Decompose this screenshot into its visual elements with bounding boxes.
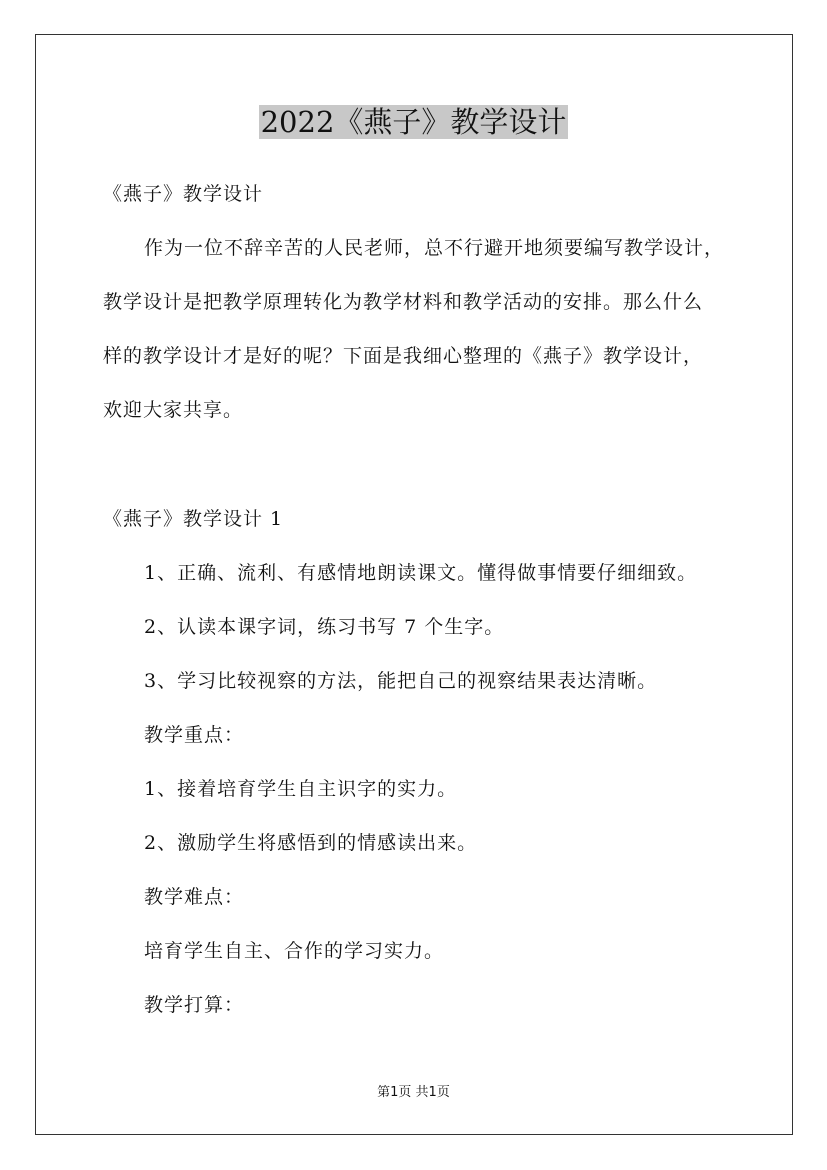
subtitle: 《燕子》教学设计	[103, 183, 264, 205]
intro-line-2: 教学设计是把教学原理转化为教学材料和教学活动的安排。那么什么	[103, 291, 704, 313]
section-heading: 《燕子》教学设计 1	[103, 508, 284, 530]
goal-item-2: 2、认读本课字词，练习书写 7 个生字。	[144, 616, 505, 638]
intro-line-1: 作为一位不辞辛苦的人民老师，总不行避开地须要编写教学设计，	[144, 237, 725, 259]
page-footer: 第1页 共1页	[377, 1085, 450, 1100]
key-point-item-1: 1、接着培育学生自主识字的实力。	[144, 778, 458, 800]
goal-item-1: 1、正确、流利、有感情地朗读课文。懂得做事情要仔细细致。	[144, 562, 698, 584]
difficulty-label: 教学难点：	[144, 886, 245, 908]
intro-line-4: 欢迎大家共享。	[103, 399, 244, 421]
document-title-text: 2022《燕子》教学设计	[260, 105, 567, 139]
difficulty-text: 培育学生自主、合作的学习实力。	[144, 940, 445, 962]
intro-line-3: 样的教学设计才是好的呢？下面是我细心整理的《燕子》教学设计，	[103, 345, 704, 367]
key-points-label: 教学重点：	[144, 724, 245, 746]
document-title	[0, 100, 827, 144]
plan-label: 教学打算：	[144, 994, 245, 1016]
key-point-item-2: 2、激励学生将感悟到的情感读出来。	[144, 832, 478, 854]
goal-item-3: 3、学习比较视察的方法，能把自己的视察结果表达清晰。	[144, 670, 658, 692]
